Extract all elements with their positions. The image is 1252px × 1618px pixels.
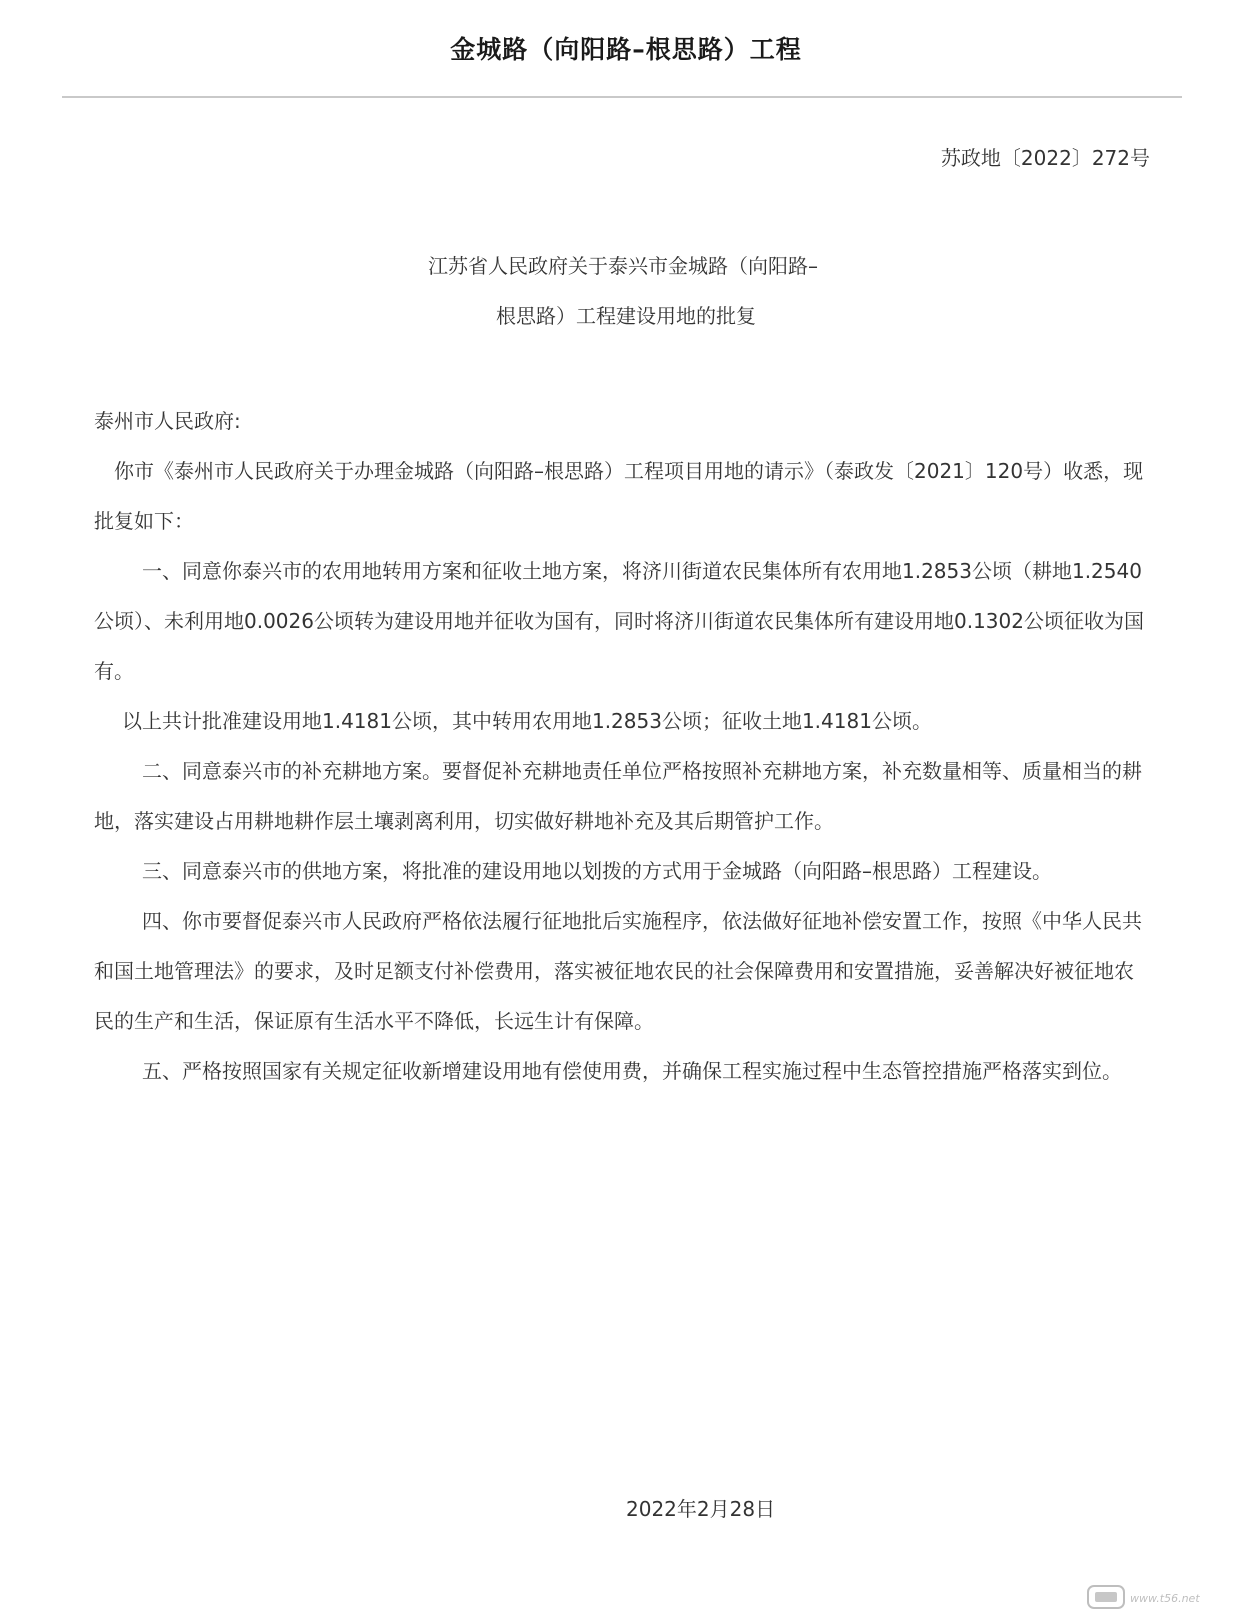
document-number: 苏政地〔2022〕272号 (940, 146, 1150, 170)
paragraph-item-1: 一、同意你泰兴市的农用地转用方案和征收土地方案，将济川街道农民集体所有农用地1.2853公顷（耕地1.2540公顷）、未利用地0.0026公顷转为建设用地并征收为国有，同时将济川街道农民集体所有建设用地0.1302公顷征收为国有。 (94, 559, 1144, 683)
paragraph-item-2: 二、同意泰兴市的补充耕地方案。要督促补充耕地责任单位严格按照补充耕地方案，补充数量相等、质量相当的耕地，落实建设占用耕地耕作层土壤剥离利用，切实做好耕地补充及其后期管护工作。 (94, 759, 1142, 833)
paragraph-item-3: 三、同意泰兴市的供地方案，将批准的建设用地以划拨的方式用于金城路（向阳路–根思路）工程建设。 (142, 859, 1052, 883)
addressee: 泰州市人民政府: (94, 409, 241, 433)
document-body (94, 396, 1152, 1096)
document-date: 2022年2月28日 (626, 1497, 776, 1521)
document-subject-line-2: 根思路）工程建设用地的批复 (496, 304, 756, 328)
document-subject-line-1: 江苏省人民政府关于泰兴市金城路（向阳路– (428, 254, 818, 278)
paragraph-summary: 以上共计批准建设用地1.4181公顷，其中转用农用地1.2853公顷；征收土地1.4181公顷。 (122, 709, 932, 733)
paragraph-intro: 你市《泰州市人民政府关于办理金城路（向阳路–根思路）工程项目用地的请示》（泰政发〔2021〕120号）收悉，现批复如下： (94, 459, 1144, 533)
watermark-logo (1086, 1582, 1238, 1612)
title-divider (62, 96, 1182, 98)
watermark-text: www.t56.net (1130, 1592, 1200, 1605)
page-title: 金城路（向阳路–根思路）工程 (450, 35, 802, 64)
paragraph-item-5: 五、严格按照国家有关规定征收新增建设用地有偿使用费，并确保工程实施过程中生态管控措施严格落实到位。 (142, 1059, 1122, 1083)
paragraph-item-4: 四、你市要督促泰兴市人民政府严格依法履行征地批后实施程序，依法做好征地补偿安置工作，按照《中华人民共和国土地管理法》的要求，及时足额支付补偿费用，落实被征地农民的社会保障费用和安置措施，妥善解决好被征地农民的生产和生活，保证原有生活水平不降低，长远生计有保障。 (94, 909, 1142, 1033)
